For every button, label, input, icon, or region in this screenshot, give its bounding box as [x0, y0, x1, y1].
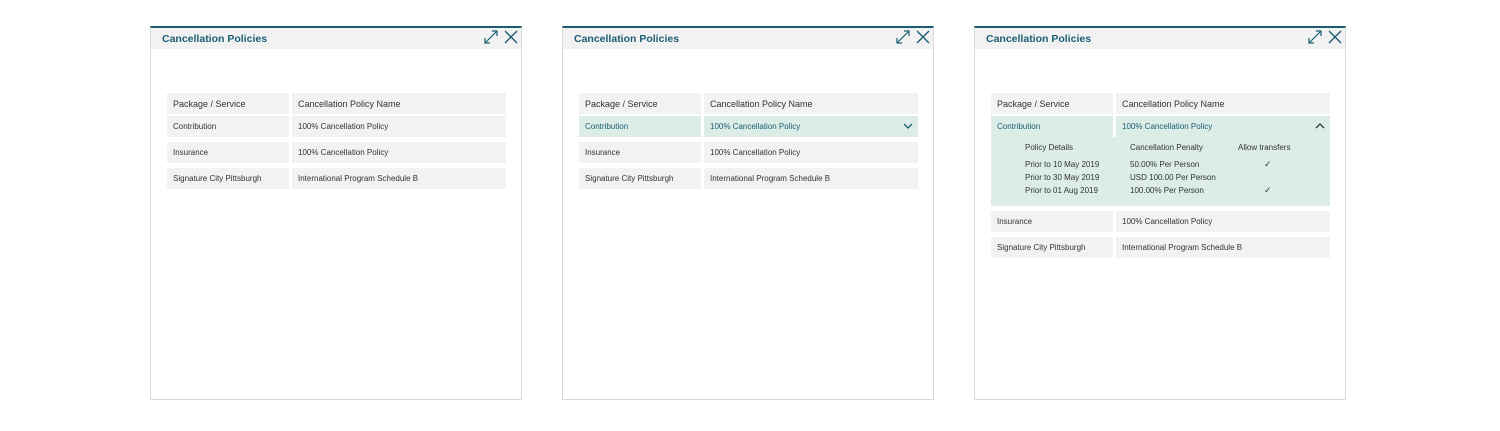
policy-table [167, 93, 506, 194]
details-cell: Prior to 30 May 2019 [1025, 173, 1100, 182]
details-header: Policy Details [1025, 143, 1074, 152]
header-policy: Cancellation Policy Name [1116, 93, 1330, 114]
close-icon[interactable] [1328, 30, 1342, 44]
policy-table [579, 93, 918, 194]
chevron-down-icon[interactable] [903, 122, 913, 132]
penalty-cell: 50.00% Per Person [1130, 160, 1200, 169]
table-header [167, 93, 506, 114]
package-cell: Contribution [167, 116, 289, 137]
table-header [991, 93, 1330, 114]
chevron-up-icon[interactable] [1315, 122, 1325, 132]
policy-table [991, 93, 1330, 263]
policy-details-panel [991, 137, 1330, 206]
package-cell: Contribution [991, 116, 1113, 137]
table-row-selected[interactable] [991, 116, 1330, 137]
package-cell: Insurance [991, 211, 1113, 232]
check-icon: ✓ [1264, 159, 1272, 169]
table-row[interactable] [579, 142, 918, 163]
penalty-cell: USD 100.00 Per Person [1130, 173, 1216, 182]
expand-icon[interactable] [895, 29, 911, 45]
check-icon: ✓ [1264, 185, 1272, 195]
package-cell: Signature City Pittsburgh [991, 237, 1113, 258]
policy-cell: 100% Cancellation Policy [292, 116, 506, 137]
header-package: Package / Service [167, 93, 289, 114]
policy-cell: 100% Cancellation Policy [704, 142, 918, 163]
table-row[interactable] [579, 168, 918, 189]
cancellation-panel-3 [974, 26, 1346, 400]
expand-icon[interactable] [483, 29, 499, 45]
details-cell: Prior to 01 Aug 2019 [1025, 186, 1098, 195]
panel-title: Cancellation Policies [986, 32, 1092, 45]
penalty-header: Cancellation Penalty [1130, 143, 1203, 152]
package-cell: Insurance [579, 142, 701, 163]
check-icon [1238, 171, 1290, 184]
policy-cell: International Program Schedule B [1116, 237, 1330, 258]
expand-icon[interactable] [1307, 29, 1323, 45]
policy-cell: International Program Schedule B [704, 168, 918, 189]
penalty-column [1130, 137, 1216, 197]
policy-cell: 100% Cancellation Policy [1116, 211, 1330, 232]
panel-header [563, 28, 933, 49]
policy-cell-text: 100% Cancellation Policy [710, 122, 801, 131]
close-icon[interactable] [504, 30, 518, 44]
table-row[interactable] [991, 211, 1330, 232]
transfers-header: Allow transfers [1238, 143, 1291, 152]
package-cell: Contribution [579, 116, 701, 137]
panel-header [975, 28, 1345, 49]
policy-cell-text: 100% Cancellation Policy [1122, 122, 1213, 131]
cancellation-panel-1 [150, 26, 522, 400]
policy-cell [704, 116, 918, 137]
header-package: Package / Service [991, 93, 1113, 114]
package-cell: Signature City Pittsburgh [167, 168, 289, 189]
panel-title: Cancellation Policies [162, 32, 268, 45]
package-cell: Insurance [167, 142, 289, 163]
panel-header [151, 28, 521, 49]
policy-cell: International Program Schedule B [292, 168, 506, 189]
cancellation-panel-2 [562, 26, 934, 400]
policy-details-column [1025, 137, 1099, 197]
header-policy: Cancellation Policy Name [292, 93, 506, 114]
policy-cell: 100% Cancellation Policy [292, 142, 506, 163]
penalty-cell: 100.00% Per Person [1130, 186, 1204, 195]
table-row[interactable] [167, 142, 506, 163]
close-icon[interactable] [916, 30, 930, 44]
table-row-selected[interactable] [579, 116, 918, 137]
table-row[interactable] [167, 168, 506, 189]
table-row[interactable] [991, 237, 1330, 258]
policy-cell [1116, 116, 1330, 137]
header-package: Package / Service [579, 93, 701, 114]
details-cell: Prior to 10 May 2019 [1025, 160, 1100, 169]
table-header [579, 93, 918, 114]
header-policy: Cancellation Policy Name [704, 93, 918, 114]
transfers-column [1238, 137, 1290, 197]
table-row[interactable] [167, 116, 506, 137]
package-cell: Signature City Pittsburgh [579, 168, 701, 189]
panel-title: Cancellation Policies [574, 32, 680, 45]
